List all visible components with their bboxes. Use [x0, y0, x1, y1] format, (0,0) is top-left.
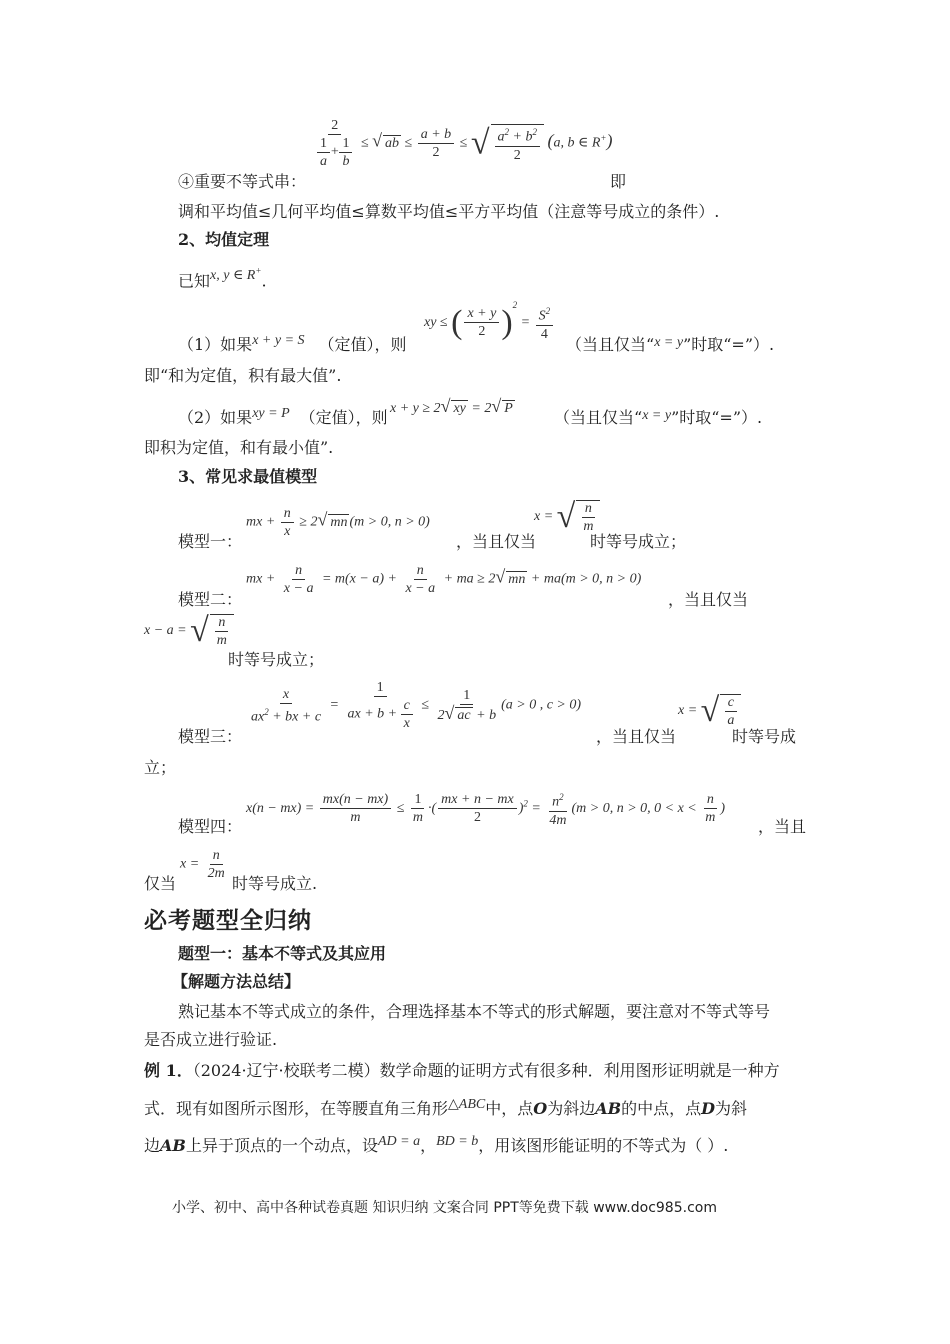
method-text-line2: 是否成立进行验证.: [144, 1030, 278, 1049]
model3-tail: 时等号成: [732, 727, 797, 746]
model3-tail2: 立；: [144, 758, 177, 777]
model3-formula: $\frac{x}{ax^2 + bx + c}$ = 1 ax + b + $\frac{c}{x}$ ≤ $\frac{1}{2√ ac + b}$ (a > 0 , c > 0): [251, 680, 582, 731]
model4-when2: 仅当: [144, 874, 177, 893]
models-heading: 3、常见求最值模型: [178, 467, 318, 486]
case1-equality-condition: （当且仅当“x = y”时取“=”）.: [566, 335, 775, 354]
model4-tail: 时等号成立.: [232, 874, 318, 893]
model2-label: 模型二：: [178, 590, 243, 609]
model1-equality: x = √ $\frac{n}{m}$: [534, 500, 600, 534]
example1-line1: 例 1．（2024·辽宁·校联考二模）数学命题的证明方式有很多种．利用图形证明就是一种方: [144, 1061, 780, 1080]
mean-theorem-given: 已知x, y ∈ R+.: [178, 265, 267, 291]
type1-heading: 题型一：基本不等式及其应用: [178, 944, 387, 963]
model4-label: 模型四：: [178, 817, 243, 836]
inequality-chain-formula: 2 $\frac{1}{a}$ + $\frac{1}{b}$ ≤ √ ab ≤ $\frac{a + b}{2}$ ≤ √ $\frac{a^2 + b^2}{2}$ (a, b ∈ R+): [312, 118, 612, 169]
page-footer: 小学、初中、高中各种试卷真题 知识归纳 文案合同 PPT等免费下载 www.doc985.com: [172, 1200, 717, 1216]
model1-label: 模型一：: [178, 532, 243, 551]
case1-result-formula: xy ≤ ( $\frac{x + y}{2}$ )$^2$ = $\frac{S^2}{4}$: [424, 304, 555, 342]
case2-equality-condition: （当且仅当“x = y”时取“=”）.: [554, 408, 763, 427]
inequality-chain-label: ④重要不等式串：: [178, 172, 307, 191]
case1-line: （1）如果x + y = S （定值），则: [178, 333, 407, 354]
model2-when: ，当且仅当: [668, 590, 749, 609]
example1-line3: 边AB上异于顶点的一个动点，设AD = a，BD = b，用该图形能证明的不等式为（ ）.: [144, 1134, 729, 1155]
case2-line: （2）如果xy = P （定值），则: [178, 406, 388, 427]
section-title: 必考题型全归纳: [144, 908, 312, 934]
model1-when: ，当且仅当: [456, 532, 537, 551]
model4-formula: x(n − mx) = $\frac{mx(n - mx)}{m}$ ≤ $\frac{1}{m}$ ·( $\frac{mx + n - mx}{2}$ )$^2$ = $\frac{n^2}{4m}$ (m > 0, n > 0, 0 < x < $\frac{n}{m}$ ): [246, 792, 726, 828]
case1-summary: 即“和为定值，积有最大值”.: [144, 366, 342, 385]
model4-equality: x = $\frac{n}{2m}$: [180, 848, 225, 881]
method-text-line1: 熟记基本不等式成立的条件，合理选择基本不等式的形式解题，要注意对不等式等号: [178, 1002, 771, 1021]
model3-equality: x = √ $\frac{c}{a}$: [678, 694, 741, 728]
case2-summary: 即积为定值，和有最小值”.: [144, 438, 334, 457]
inequality-chain-tail: 即: [610, 172, 627, 191]
model2-equality: x − a = √ $\frac{n}{m}$: [144, 614, 234, 648]
model1-tail: 时等号成立；: [590, 532, 687, 551]
case2-result-formula: x + y ≥ 2√ xy = 2√ P: [390, 396, 513, 416]
method-heading: 【解题方法总结】: [172, 972, 301, 991]
model3-label: 模型三：: [178, 727, 243, 746]
example1-line2: 式．现有如图所示图形，在等腰直角三角形△ABC中，点O为斜边AB的中点，点D为斜: [144, 1097, 748, 1118]
model4-when: ，当且: [758, 817, 807, 836]
mean-theorem-heading: 2、均值定理: [178, 230, 270, 249]
model3-when: ，当且仅当: [596, 727, 677, 746]
inequality-chain-desc: 调和平均值≤几何平均值≤算数平均值≤平方平均值（注意等号成立的条件）.: [178, 202, 720, 221]
model2-tail: 时等号成立；: [228, 650, 325, 669]
model1-formula: mx + $\frac{n}{x}$ ≥ 2√ mn (m > 0, n > 0): [246, 506, 430, 539]
model2-formula: mx + $\frac{n}{x - a}$ = m(x − a) + $\frac{n}{x - a}$ + ma ≥ 2√ mn + ma(m > 0, n > 0): [246, 563, 642, 596]
